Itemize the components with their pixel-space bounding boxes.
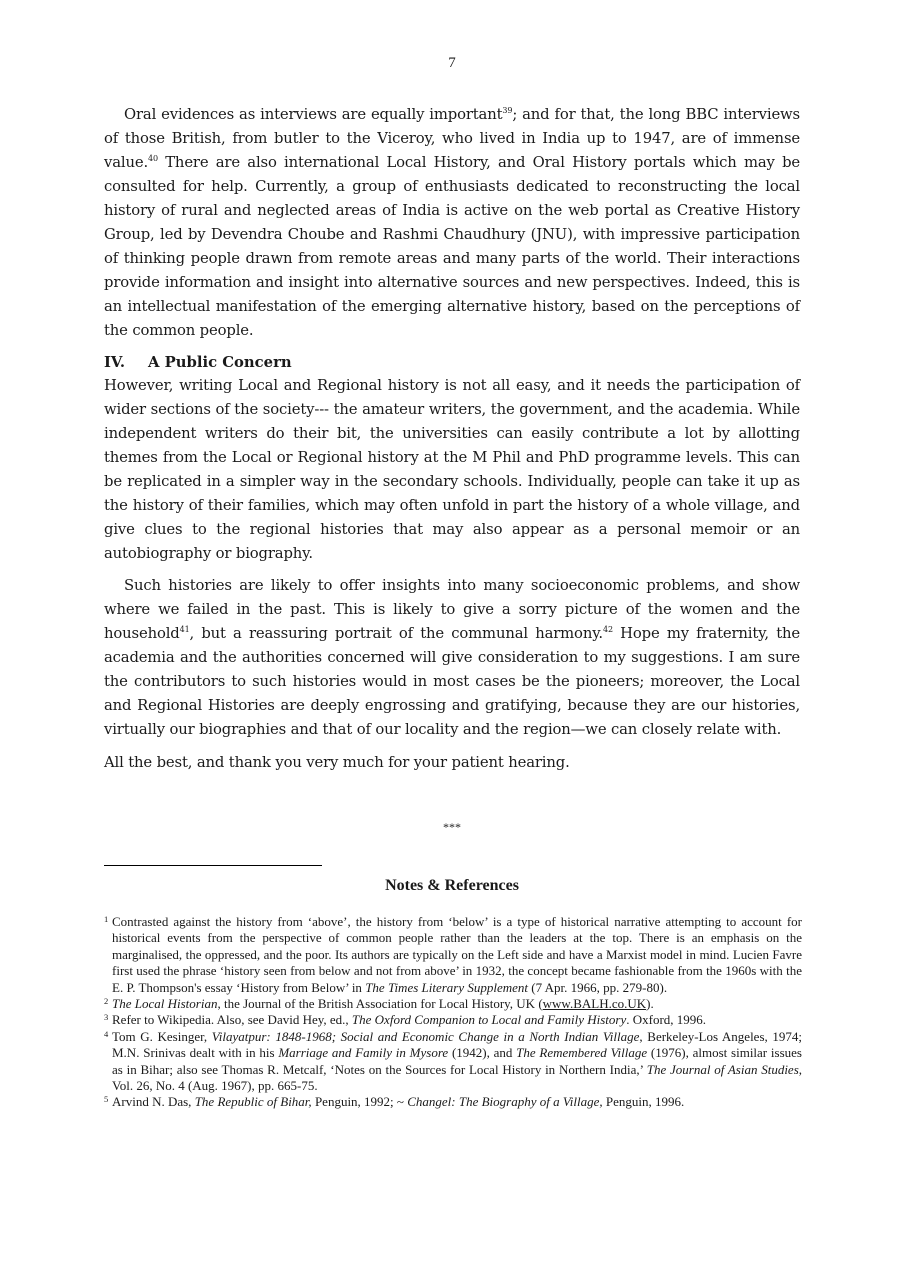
paragraph-text: Such histories are likely to offer insights into many socioeconomic problems, and show where we failed in the past. This is likely to give a sorry picture of the women and the household (104, 577, 800, 642)
website-link[interactable]: www.BALH.co.UK (542, 996, 647, 1012)
paragraph-text: Hope my fraternity, the academia and the authorities concerned will give consideration to my suggestions. I am sure the contributors to such histories would in most cases be the pioneers; moreover, the Local and Regional Histories are deeply engrossing and gratifying, because they are our histories, virtually our biographies and that of our locality and the region—we can closely relate with. (104, 625, 800, 738)
section-number: IV. (104, 354, 125, 371)
note-item: 2 The Local Historian, the Journal of the British Association for Local History, UK (www.BALH.co.UK). (104, 996, 802, 1012)
footnote-rule (104, 865, 322, 866)
note-number: 4 (104, 1028, 109, 1039)
footnote-ref: 40 (148, 154, 158, 163)
paragraph-text: Oral evidences as interviews are equally important (124, 106, 503, 123)
cited-title: The Local Historian (112, 996, 218, 1012)
note-item: 3 Refer to Wikipedia. Also, see David Hey, ed., The Oxford Companion to Local and Family History. Oxford, 1996. (104, 1012, 802, 1028)
section-separator: *** (443, 820, 461, 834)
paragraph-oral-evidences (104, 103, 800, 343)
cited-title: The Remembered Village (516, 1045, 648, 1061)
note-number: 2 (104, 996, 109, 1007)
note-item: 1 Contrasted against the history from ‘above’, the history from ‘below’ is a type of historical narrative attempting to account for historical events from the perspective of common people rather than the leaders at the top. There is an emphasis on the marginalised, the oppressed, and the poor. Its authors are typically on the Left side and have a Marxist model in mind. Lucien Favre first used the phrase ‘history seen from below and not from above’ in 1932, the concept became fashionable from the 1960s with the E. P. Thompson's essay ‘History from Below’ in The Times Literary Supplement (7 Apr. 1966, pp. 279-80). (104, 914, 802, 996)
note-number: 3 (104, 1012, 109, 1023)
paragraph-insights (104, 574, 800, 742)
cited-title: Changel: The Biography of a Village, (407, 1094, 603, 1110)
footnote-ref: 41 (179, 625, 190, 634)
cited-title: The Journal of Asian Studies (646, 1061, 799, 1077)
cited-title: The Oxford Companion to Local and Family History (351, 1012, 627, 1028)
page-number: 7 (448, 55, 456, 71)
paragraph-text: However, writing Local and Regional history is not all easy, and it needs the participation of wider sections of the society--- the amateur writers, the government, and the academia. While independent writers do their bit, the universities can easily contribute a lot by allotting themes from the Local or Regional history at the M Phil and PhD programme levels. This can be replicated in a simpler way in the secondary schools. Individually, people can take it up as the history of their families, which may often unfold in part the history of a whole village, and give clues to the regional histories that may also appear as a personal memoir or an autobiography or biography. (104, 377, 800, 562)
cited-title: The Republic of Bihar, (194, 1094, 312, 1110)
note-item: 5 Arvind N. Das, The Republic of Bihar, Penguin, 1992; ~ Changel: The Biography of a Village, Penguin, 1996. (104, 1094, 802, 1110)
footnote-ref: 39 (502, 106, 513, 115)
section-title: A Public Concern (148, 354, 292, 371)
note-item: 4 Tom G. Kesinger, Vilayatpur: 1848-1968; Social and Economic Change in a North Indian Village, Berkeley-Los Angeles, 1974; M.N. Srinivas dealt with in his Marriage and Family in Mysore (1942), and The Remembered Village (1976), almost similar issues as in Bihar; also see Thomas R. Metcalf, ‘Notes on the Sources for Local History in Northern India,’ The Journal of Asian Studies, Vol. 26, No. 4 (Aug. 1967), pp. 665-75. (104, 1029, 802, 1095)
note-number: 1 (104, 914, 109, 924)
paragraph-text: ; and for that, the long BBC interviews of those British, from butler to the Viceroy, who lived in India up to 1947, are of immense value. (104, 106, 801, 171)
paragraph-text: There are also international Local History, and Oral History portals which may be consulted for help. Currently, a group of enthusiasts dedicated to reconstructing the local history of rural and neglected areas of India is active on the web portal as Creative History Group, led by Devendra Choube and Rashmi Chaudhury (JNU), with impressive participation of thinking people drawn from remote areas and many parts of the world. Their interactions provide information and insight into alternative sources and new perspectives. Indeed, this is an intellectual manifestation of the emerging alternative history, based on the perceptions of the common people. (104, 154, 800, 339)
footnote-ref: 42 (603, 625, 613, 634)
notes-list (104, 914, 802, 1111)
paragraph-text: , but a reassuring portrait of the communal harmony. (189, 625, 603, 642)
paragraph-text: All the best, and thank you very much for your patient hearing. (104, 754, 570, 771)
notes-title: Notes & References (385, 877, 519, 894)
paragraph-public-concern (104, 374, 800, 566)
cited-title: Vilayatpur: 1848-1968; Social and Economic Change in a North Indian Village (211, 1028, 640, 1044)
paragraph-closing (104, 751, 800, 775)
section-heading (104, 351, 800, 375)
note-number: 5 (104, 1094, 109, 1105)
cited-title: Marriage and Family in Mysore (278, 1045, 449, 1061)
cited-title: The Times Literary Supplement (365, 979, 529, 995)
